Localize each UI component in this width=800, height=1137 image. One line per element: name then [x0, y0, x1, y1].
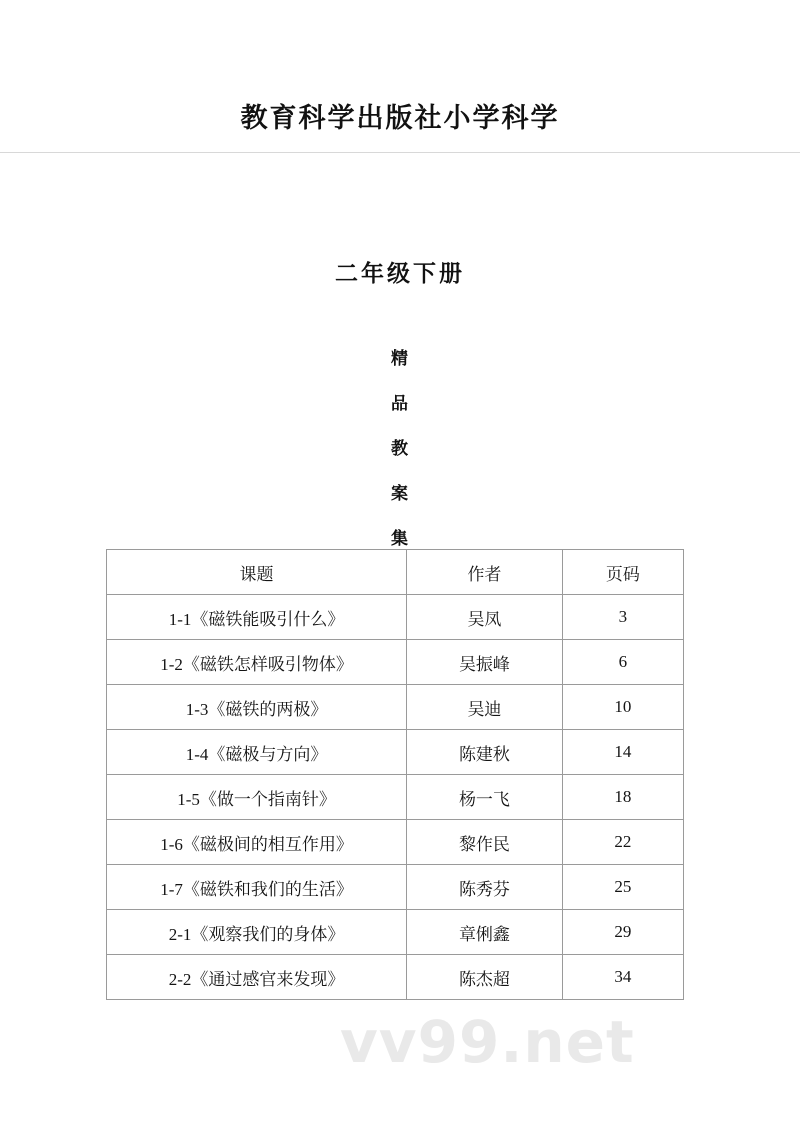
cell-page: 25 [562, 865, 683, 910]
vertical-char-2: 品 [391, 394, 409, 413]
cell-author: 陈建秋 [407, 730, 563, 775]
cell-topic: 2-1《观察我们的身体》 [107, 910, 407, 955]
table-row [107, 955, 684, 1000]
column-header-topic: 课题 [107, 550, 407, 595]
cell-author: 黎作民 [407, 820, 563, 865]
cell-author: 吴迪 [407, 685, 563, 730]
vertical-char-3: 教 [391, 439, 409, 458]
toc-table [106, 549, 684, 1000]
column-header-author: 作者 [407, 550, 563, 595]
vertical-title [0, 336, 800, 561]
table-row [107, 595, 684, 640]
vertical-char-1: 精 [391, 349, 409, 368]
grade-subtitle: 二年级下册 [335, 261, 465, 286]
watermark: vv99.net [340, 1008, 635, 1076]
cell-author: 吴振峰 [407, 640, 563, 685]
cell-page: 6 [562, 640, 683, 685]
column-header-page: 页码 [562, 550, 683, 595]
cell-page: 34 [562, 955, 683, 1000]
table-of-contents [106, 549, 684, 1000]
cell-page: 3 [562, 595, 683, 640]
cell-topic: 1-2《磁铁怎样吸引物体》 [107, 640, 407, 685]
cell-author: 杨一飞 [407, 775, 563, 820]
table-row [107, 775, 684, 820]
table-header-row [107, 550, 684, 595]
cell-page: 29 [562, 910, 683, 955]
cell-page: 10 [562, 685, 683, 730]
cell-author: 陈杰超 [407, 955, 563, 1000]
cell-topic: 1-6《磁极间的相互作用》 [107, 820, 407, 865]
vertical-char-5: 集 [391, 529, 409, 548]
cell-topic: 1-5《做一个指南针》 [107, 775, 407, 820]
header-divider [0, 152, 800, 153]
cell-topic: 1-7《磁铁和我们的生活》 [107, 865, 407, 910]
page-title: 教育科学出版社小学科学 [240, 103, 560, 133]
cell-topic: 1-3《磁铁的两极》 [107, 685, 407, 730]
cell-author: 陈秀芬 [407, 865, 563, 910]
cell-page: 14 [562, 730, 683, 775]
table-row [107, 910, 684, 955]
table-row [107, 685, 684, 730]
table-row [107, 730, 684, 775]
cell-topic: 1-4《磁极与方向》 [107, 730, 407, 775]
table-row [107, 640, 684, 685]
cell-page: 18 [562, 775, 683, 820]
cell-topic: 2-2《通过感官来发现》 [107, 955, 407, 1000]
cell-author: 章俐鑫 [407, 910, 563, 955]
table-row [107, 820, 684, 865]
cell-page: 22 [562, 820, 683, 865]
table-row [107, 865, 684, 910]
cell-author: 吴凤 [407, 595, 563, 640]
vertical-char-4: 案 [391, 484, 409, 503]
cell-topic: 1-1《磁铁能吸引什么》 [107, 595, 407, 640]
